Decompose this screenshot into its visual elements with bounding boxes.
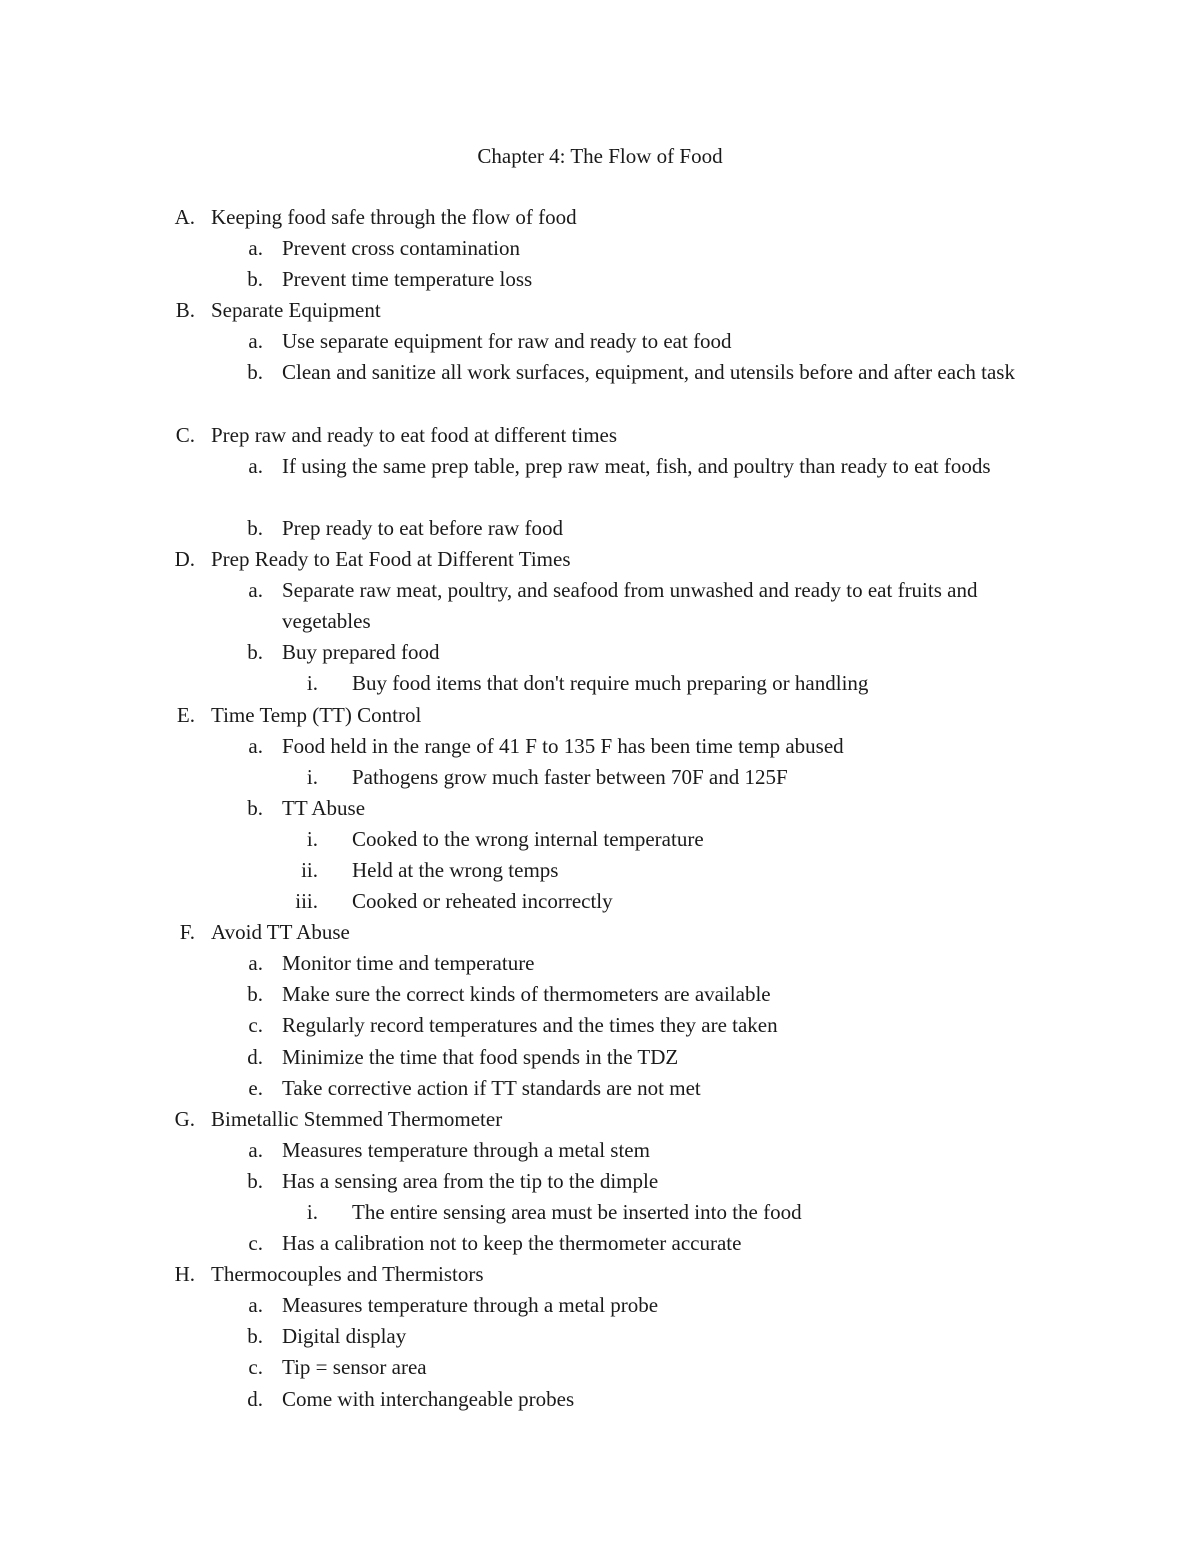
outline-text: Buy food items that don't require much preparing or handling [352, 671, 869, 696]
outline-section [0, 544, 1200, 575]
outline-section [0, 1259, 1200, 1290]
outline-text: Prep raw and ready to eat food at different times [211, 422, 618, 447]
outline-marker: a. [248, 1137, 263, 1162]
outline-item [0, 1073, 1200, 1104]
outline-text: Held at the wrong temps [352, 857, 559, 882]
outline-marker: a. [248, 236, 263, 261]
outline-marker: b. [247, 795, 263, 820]
outline-item [0, 513, 1200, 544]
outline-marker: a. [248, 951, 263, 976]
outline-text: Cooked or reheated incorrectly [352, 889, 613, 914]
outline-item [0, 264, 1200, 295]
outline-text: Minimize the time that food spends in the TDZ [282, 1044, 679, 1069]
outline-item [0, 793, 1200, 824]
outline-text: Separate raw meat, poultry, and seafood from unwashed and ready to eat fruits and vegetables [282, 578, 978, 634]
outline-section [0, 1104, 1200, 1135]
outline-section [0, 420, 1200, 451]
outline-text: Make sure the correct kinds of thermometers are available [282, 982, 771, 1007]
outline-marker: c. [248, 1231, 263, 1256]
outline-marker: b. [247, 1168, 263, 1193]
outline-item [0, 451, 1200, 513]
outline-subitem [0, 855, 1200, 886]
outline-subitem [0, 1197, 1200, 1228]
outline-subitem [0, 668, 1200, 699]
outline-section [0, 917, 1200, 948]
outline-text: Monitor time and temperature [282, 951, 535, 976]
outline-text: If using the same prep table, prep raw meat, fish, and poultry than ready to eat foods [282, 453, 991, 478]
outline-subitem [0, 824, 1200, 855]
outline-text: Measures temperature through a metal probe [282, 1293, 659, 1318]
outline-marker: a. [248, 329, 263, 354]
outline-text: Prevent time temperature loss [282, 267, 533, 292]
outline-item [0, 1321, 1200, 1352]
outline-item [0, 1010, 1200, 1041]
outline-list [0, 202, 1200, 1415]
outline-marker: a. [248, 453, 263, 478]
outline-item [0, 575, 1200, 637]
outline-text: The entire sensing area must be inserted into the food [352, 1200, 802, 1224]
outline-text: Digital display [282, 1324, 407, 1349]
outline-text: Prep Ready to Eat Food at Different Times [211, 547, 571, 572]
outline-marker: a. [248, 733, 263, 758]
outline-item [0, 233, 1200, 264]
page-title: Chapter 4: The Flow of Food [477, 144, 723, 168]
outline-marker: b. [247, 267, 263, 292]
outline-marker: F. [179, 920, 195, 945]
outline-marker: i. [306, 1200, 318, 1224]
outline-text: Food held in the range of 41 F to 135 F has been time temp abused [282, 733, 844, 758]
outline-marker: G. [174, 1106, 195, 1131]
outline-text: Measures temperature through a metal stem [282, 1137, 650, 1162]
outline-marker: D. [174, 547, 195, 572]
outline-marker: a. [248, 1293, 263, 1318]
outline-marker: i. [306, 671, 318, 696]
outline-item [0, 948, 1200, 979]
outline-item [0, 1135, 1200, 1166]
outline-text: Clean and sanitize all work surfaces, equipment, and utensils before and after each task [282, 360, 1015, 385]
outline-text: Use separate equipment for raw and ready to eat food [282, 329, 732, 354]
outline-text: Pathogens grow much faster between 70F and 125F [352, 764, 788, 789]
outline-marker: E. [176, 702, 195, 727]
outline-text: Has a calibration not to keep the thermometer accurate [282, 1231, 742, 1256]
outline-text: Thermocouples and Thermistors [211, 1262, 484, 1287]
outline-text: Take corrective action if TT standards are not met [282, 1075, 701, 1100]
outline-text: Regularly record temperatures and the times they are taken [282, 1013, 778, 1038]
outline-marker: e. [248, 1075, 263, 1100]
outline-marker: b. [247, 360, 263, 385]
outline-marker: b. [247, 1324, 263, 1349]
outline-marker: i. [306, 764, 318, 789]
outline-text: Prep ready to eat before raw food [282, 515, 564, 540]
outline-text: Buy prepared food [282, 640, 440, 665]
outline-text: Cooked to the wrong internal temperature [352, 826, 704, 851]
outline-section [0, 202, 1200, 233]
outline-text: TT Abuse [282, 795, 366, 820]
outline-text: Avoid TT Abuse [211, 920, 350, 945]
outline-text: Bimetallic Stemmed Thermometer [211, 1106, 503, 1131]
outline-item [0, 1290, 1200, 1321]
outline-subitem [0, 886, 1200, 917]
outline-item [0, 1384, 1200, 1415]
outline-marker: C. [175, 422, 195, 447]
outline-marker: ii. [301, 857, 318, 882]
outline-item [0, 326, 1200, 357]
outline-marker: iii. [295, 889, 318, 914]
outline-text: Has a sensing area from the tip to the dimple [282, 1168, 659, 1193]
outline-item [0, 637, 1200, 668]
outline-text: Separate Equipment [211, 298, 381, 323]
outline-section [0, 700, 1200, 731]
outline-marker: H. [174, 1262, 195, 1287]
outline-marker: a. [248, 578, 263, 603]
outline-marker: c. [248, 1013, 263, 1038]
outline-marker: d. [247, 1044, 263, 1069]
outline-marker: i. [306, 826, 318, 851]
outline-marker: b. [247, 640, 263, 665]
outline-marker: b. [247, 515, 263, 540]
outline-marker: A. [174, 205, 195, 229]
outline-item [0, 731, 1200, 762]
outline-marker: B. [175, 298, 195, 323]
outline-subitem [0, 762, 1200, 793]
outline-text: Come with interchangeable probes [282, 1386, 575, 1411]
outline-item [0, 979, 1200, 1010]
outline-text: Time Temp (TT) Control [211, 702, 422, 727]
outline-marker: c. [248, 1355, 263, 1380]
outline-marker: d. [247, 1386, 263, 1411]
outline-item [0, 357, 1200, 419]
outline-item [0, 1166, 1200, 1197]
outline-section [0, 295, 1200, 326]
outline-item [0, 1352, 1200, 1383]
outline-item [0, 1042, 1200, 1073]
outline-text: Keeping food safe through the flow of food [211, 205, 577, 229]
outline-text: Prevent cross contamination [282, 236, 520, 261]
outline-text: Tip = sensor area [282, 1355, 427, 1380]
outline-item [0, 1228, 1200, 1259]
outline-marker: b. [247, 982, 263, 1007]
